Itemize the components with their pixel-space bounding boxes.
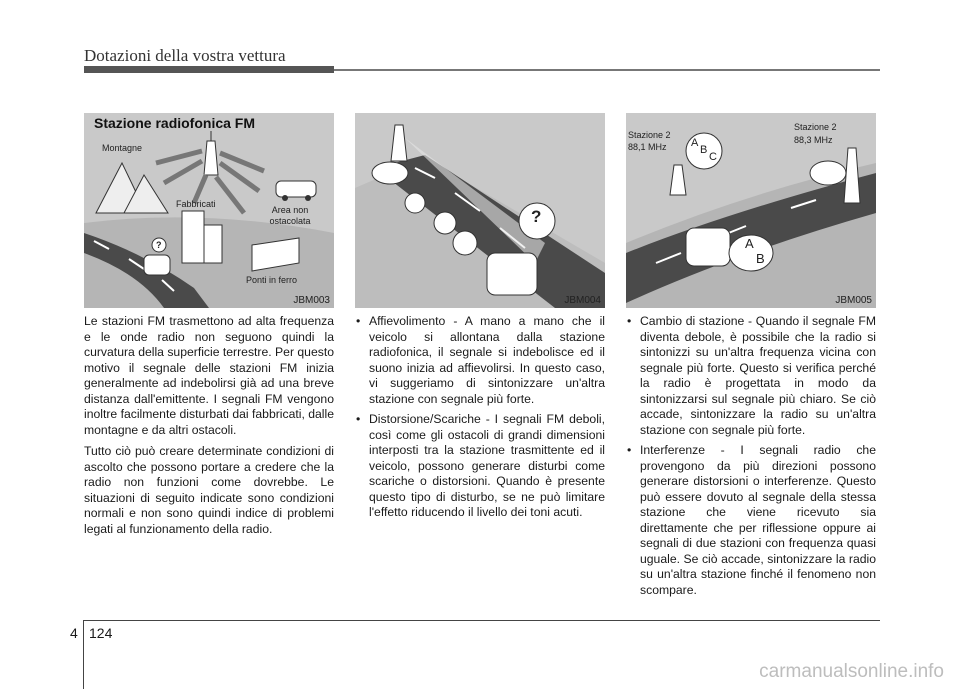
list-item: • Affievolimento - A mano a mano che il veicolo si allontana dalla stazione radiofonica, il segnale si indebolisce ed il suono inizia ad affievolirsi. In questo caso, vi suggeriamo di sintonizzare un'altra stazione con segnale più forte. xyxy=(355,314,605,407)
text-column-3 xyxy=(626,314,876,603)
letter-b: B xyxy=(700,144,708,156)
label-mountains: Montagne xyxy=(102,143,143,153)
letter-c: C xyxy=(709,151,717,163)
list-item: • Distorsione/Scariche - I segnali FM deboli, così come gli ostacoli di grandi dimensioni interposti tra la stazione trasmittente ed il veicolo, possono generare disturbi come scariche o distorsioni. Quando è presente questo tipo di disturbo, se ne può limitare l'effetto riducendo il livello dei toni acuti. xyxy=(355,412,605,521)
list-item: • Cambio di stazione - Quando il segnale FM diventa debole, è possibile che la radio si sintonizzi su un'altra frequenza vicina con segnale più forte. Questo si verifica perché la radio è progettata in modo da sintonizzarsi sul segnale più chiaro. Se ciò accade, sintonizzare la radio su un'altra stazione con segnale più forte. xyxy=(626,314,876,438)
question-mark: ? xyxy=(156,240,162,250)
watermark: carmanualsonline.info xyxy=(759,661,944,682)
bullet-list xyxy=(355,314,605,521)
footer-divider xyxy=(83,620,84,689)
figure-fm-station xyxy=(84,113,334,308)
section-number: 4 xyxy=(70,625,78,641)
figure-code: JBM004 xyxy=(564,295,601,306)
station-right-name: Stazione 2 xyxy=(794,122,837,132)
station-right-freq: 88,3 MHz xyxy=(794,135,833,145)
paragraph: Le stazioni FM trasmettono ad alta frequenza e le onde radio non seguono quindi la curvatura della superficie terrestre. Per questo motivo il segnale delle stazioni FM inizia generalmente ad indebolirsi già ad una breve distanza dall'emittente. I segnali FM vengono inoltre facilmente disturbati dai fabbricati, dalle montagne e da altri ostacoli. xyxy=(84,314,334,437)
letter-b-large: B xyxy=(756,251,765,266)
figure-station-switch xyxy=(626,113,876,308)
page-number: 124 xyxy=(89,625,113,641)
letter-a: A xyxy=(691,137,699,149)
station-left-freq: 88,1 MHz xyxy=(628,142,667,152)
page-header-title: Dotazioni della vostra vettura xyxy=(84,46,286,65)
label-bridge: Ponti in ferro xyxy=(246,275,298,285)
station-left-name: Stazione 2 xyxy=(628,130,671,140)
letter-a-large: A xyxy=(745,236,754,251)
footer-rule xyxy=(83,620,880,621)
text-column-1 xyxy=(84,314,334,543)
text-column-2 xyxy=(355,314,605,526)
figure-code: JBM003 xyxy=(293,295,330,306)
header-rule xyxy=(334,69,880,71)
header-bar xyxy=(84,66,334,73)
figure-fading xyxy=(355,113,605,308)
label-buildings: Fabbricati xyxy=(176,199,216,209)
list-item: • Interferenze - I segnali radio che provengono da più direzioni possono generare distorsioni o interferenze. Questo può essere dovuto al segnale della stessa stazione che viene ricevuto sia direttamente che per riflessione oppure ai segnali di due stazioni con frequenza quasi uguale. Se ciò accade, sintonizzare la radio su un'altra stazione finché il fenomeno non scompare. xyxy=(626,443,876,598)
fading-illustration xyxy=(355,113,605,308)
bullet-list xyxy=(626,314,876,598)
label-open-area: Area non ostacolata xyxy=(269,205,311,226)
figure-title: Stazione radiofonica FM xyxy=(94,115,256,131)
question-mark: ? xyxy=(531,207,542,226)
figure-code: JBM005 xyxy=(835,295,872,306)
paragraph: Tutto ciò può creare determinate condizioni di ascolto che possono portare a credere che la radio non funzioni come dovrebbe. Le situazioni di seguito indicate sono condizioni normali e non sono quindi indice di problemi legati al funzionamento della radio. xyxy=(84,444,334,536)
